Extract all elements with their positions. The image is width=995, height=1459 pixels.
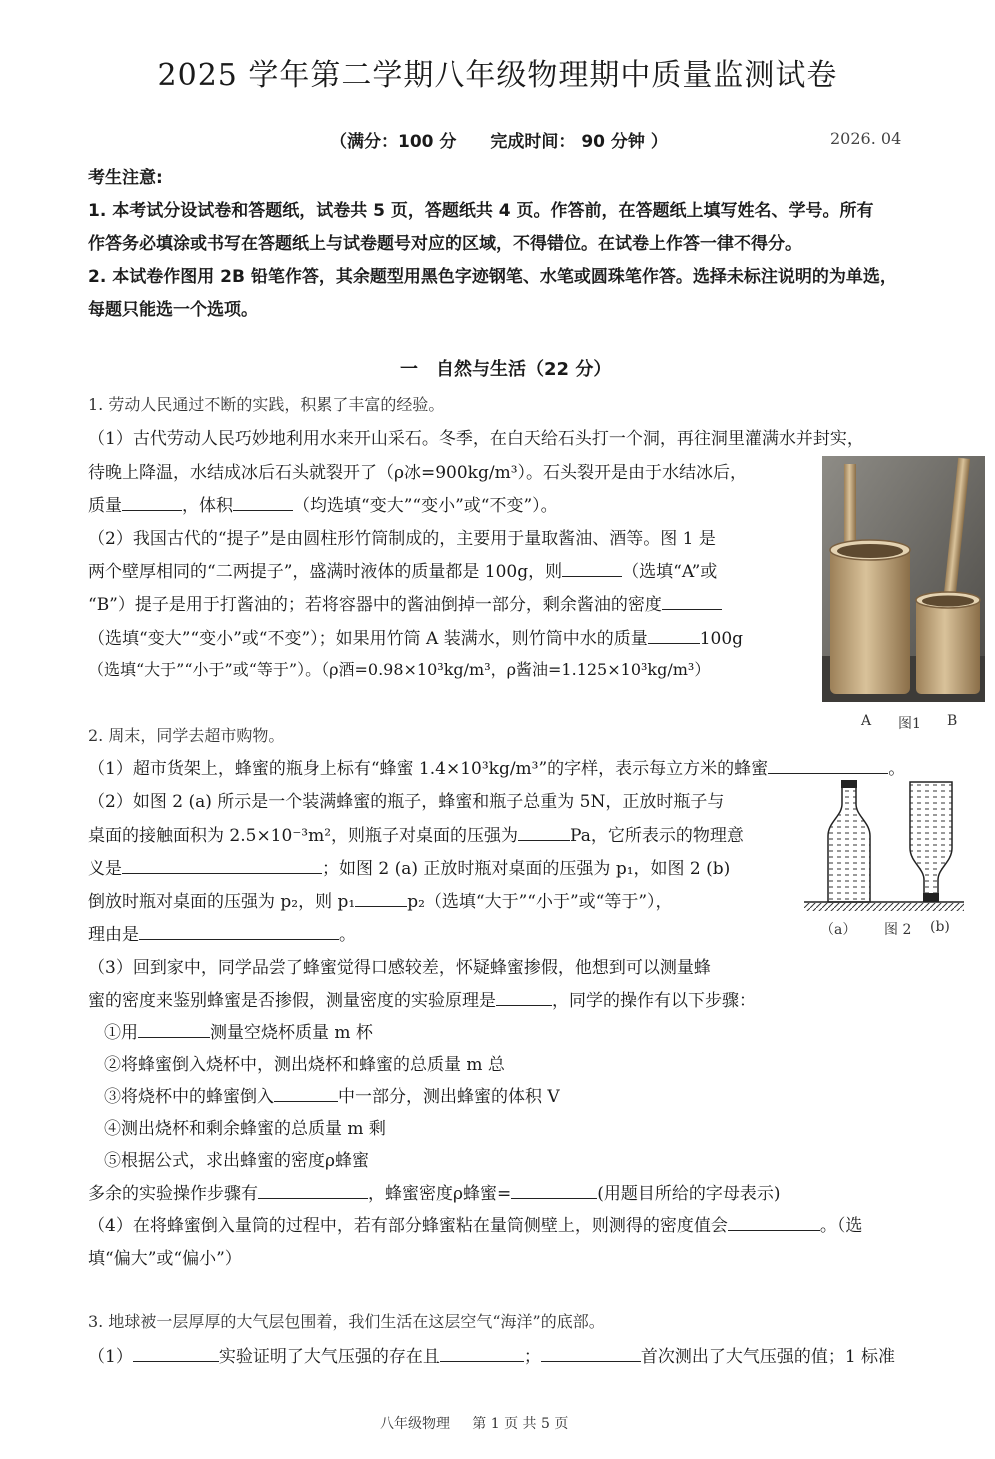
answer-blank[interactable] (139, 925, 339, 940)
q3-text-line (88, 1342, 895, 1367)
step-text: ③将烧杯中的蜂蜜倒入 (104, 1087, 274, 1107)
q2-step (104, 1018, 373, 1043)
q1-text: 两个壁厚相同的“二两提子”，盛满时液体的质量都是 100g，则 (88, 562, 563, 582)
answer-blank[interactable] (648, 629, 700, 644)
q3-text: ； (523, 1347, 541, 1367)
answer-blank[interactable] (511, 1184, 597, 1199)
q2-text: 桌面的接触面积为 2.5×10⁻³m²，则瓶子对桌面的压强为 (88, 826, 519, 846)
q2-text: 蜜的密度来鉴别蜂蜜是否掺假，测量密度的实验原理是 (88, 991, 496, 1011)
notice-line: 2. 本试卷作图用 2B 铅笔作答，其余题型用黑色字迹钢笔、水笔或圆珠笔作答。选择未标注说明的为单选， (88, 267, 897, 287)
section-title: 一 自然与生活（22 分） (400, 359, 612, 380)
q2-text: 。 (888, 759, 906, 779)
q2-text-line (88, 1211, 862, 1236)
q2-text: ，同学的操作有以下步骤： (552, 991, 756, 1011)
q1-text: （选填“大于”“小于”或“等于”）。（ρ酒=0.98×10³kg/m³，ρ酱油=1.125×10³kg/m³） (88, 660, 711, 679)
q1-text: （均选填“变大”“变小”或“不变”）。 (293, 496, 558, 516)
q3-text: （1） (88, 1347, 133, 1367)
answer-blank[interactable] (274, 1087, 338, 1102)
step-text: 测量空烧杯质量 m 杯 (210, 1023, 373, 1043)
q2-text-line (88, 754, 905, 779)
exam-date: 2026. 04 (830, 129, 902, 148)
q2-text-line (88, 986, 756, 1011)
q1-text: 待晚上降温，水结成冰后石头就裂开了（ρ冰=900kg/m³）。石头裂开是由于水结冰后， (88, 463, 748, 483)
figure-2-caption: 图 2 (884, 922, 912, 938)
answer-blank[interactable] (728, 1216, 820, 1231)
figure-1-label-a: A (861, 713, 872, 729)
q1-text-line (88, 491, 558, 516)
notice-line: 作答务必填涂或书写在答题纸上与试卷题号对应的区域，不得错位。在试卷上作答一律不得分。 (88, 234, 802, 254)
q1-text-line (88, 557, 717, 582)
q2-text: ；如图 2 (a) 正放时瓶对桌面的压强为 p₁，如图 2 (b) (322, 859, 731, 879)
exam-info: （满分：100 分 完成时间： 90 分钟 ） (330, 132, 668, 152)
step-text: 中一部分，测出蜂蜜的体积 V (338, 1087, 560, 1107)
page-title: 2025 学年第二学期八年级物理期中质量监测试卷 (157, 58, 838, 93)
q2-step: ⑤根据公式，求出蜂蜜的密度ρ蜂蜜 (104, 1151, 369, 1171)
q1-text: （2）我国古代的“提子”是由圆柱形竹筒制成的，主要用于量取酱油、酒等。图 1 是 (88, 529, 716, 549)
question-1-intro: 1. 劳动人民通过不断的实践，积累了丰富的经验。 (88, 395, 445, 414)
q2-text: 。（选 (819, 1216, 863, 1236)
q2-text-line (88, 854, 730, 879)
answer-blank[interactable] (440, 1347, 524, 1362)
q2-text: 理由是 (88, 925, 139, 945)
q2-text: Pa，它所表示的物理意 (570, 826, 744, 846)
q2-text: （1）超市货架上，蜂蜜的瓶身上标有“蜂蜜 1.4×10³kg/m³”的字样，表示每立方米的蜂蜜 (88, 759, 769, 779)
figure-2-label-b: (b) (930, 919, 950, 935)
q1-text-line (88, 590, 722, 615)
q2-text-line (88, 887, 673, 912)
q2-text: （4）在将蜂蜜倒入量筒的过程中，若有部分蜂蜜粘在量筒侧壁上，则测得的密度值会 (88, 1216, 728, 1236)
figure-2-label-a: （a） (820, 922, 857, 938)
q1-text: （选填“A”或 (622, 562, 718, 582)
answer-blank[interactable] (496, 991, 552, 1006)
figure-1-caption: 图1 (898, 716, 921, 732)
q2-text: 多余的实验操作步骤有 (88, 1184, 258, 1204)
q2-text: 。 (339, 925, 356, 945)
q2-text: ，蜂蜜密度ρ蜂蜜= (368, 1184, 512, 1204)
answer-blank[interactable] (562, 562, 622, 577)
question-2-intro: 2. 周末，同学去超市购物。 (88, 726, 285, 745)
q1-text: ，体积 (182, 496, 233, 516)
q2-text: 义是 (88, 859, 122, 879)
notice-line: 1. 本考试分设试卷和答题纸，试卷共 5 页，答题纸共 4 页。作答前，在答题纸上填写姓名、学号。所有 (88, 201, 874, 221)
answer-blank[interactable] (768, 759, 888, 774)
footer-subject: 八年级物理 (380, 1416, 450, 1432)
q2-step: ②将蜂蜜倒入烧杯中，测出烧杯和蜂蜜的总质量 m 总 (104, 1055, 505, 1075)
q2-text: p₂（选填“大于”“小于”或“等于”）， (407, 892, 673, 912)
figure-1-label-b: B (947, 713, 958, 729)
answer-blank[interactable] (541, 1347, 641, 1362)
q2-text: （2）如图 2 (a) 所示是一个装满蜂蜜的瓶子，蜂蜜和瓶子总重为 5N，正放时瓶子与 (88, 792, 725, 812)
q2-text-line (88, 920, 356, 945)
answer-blank[interactable] (133, 1347, 219, 1362)
q3-text: 首次测出了大气压强的值；1 标准 (640, 1347, 896, 1367)
q2-text: 倒放时瓶对桌面的压强为 p₂，则 p₁ (88, 892, 356, 912)
answer-blank[interactable] (122, 496, 182, 511)
answer-blank[interactable] (122, 859, 322, 874)
figure-2-bottles (804, 776, 964, 912)
q1-text: （1）古代劳动人民巧妙地利用水来开山采石。冬季，在白天给石头打一个洞，再往洞里灌满水并封实， (88, 429, 864, 449)
answer-blank[interactable] (233, 496, 293, 511)
notice-line: 每题只能选一个选项。 (88, 300, 258, 320)
q2-step (104, 1082, 560, 1107)
step-text: ①用 (104, 1023, 138, 1043)
q1-text-line (88, 624, 743, 649)
q2-text: (用题目所给的字母表示) (597, 1184, 781, 1204)
q2-text-line (88, 821, 744, 846)
q2-step: ④测出烧杯和剩余蜂蜜的总质量 m 剩 (104, 1119, 386, 1139)
q1-text: “B”）提子是用于打酱油的；若将容器中的酱油倒掉一部分，剩余酱油的密度 (88, 595, 662, 615)
answer-blank[interactable] (355, 892, 407, 907)
q1-text: 质量 (88, 496, 122, 516)
q2-text: （3）回到家中，同学品尝了蜂蜜觉得口感较差，怀疑蜂蜜掺假，他想到可以测量蜂 (88, 958, 711, 978)
answer-blank[interactable] (138, 1023, 210, 1038)
figure-1-photo (822, 456, 985, 702)
answer-blank[interactable] (518, 826, 570, 841)
page-number: 第 1 页 共 5 页 (472, 1416, 569, 1432)
question-3-intro: 3. 地球被一层厚厚的大气层包围着，我们生活在这层空气“海洋”的底部。 (88, 1312, 605, 1331)
q1-text: （选填“变大”“变小”或“不变”）；如果用竹筒 A 装满水，则竹筒中水的质量 (88, 629, 648, 649)
answer-blank[interactable] (662, 595, 722, 610)
answer-blank[interactable] (258, 1184, 368, 1199)
page-footer (380, 1413, 568, 1433)
notice-heading: 考生注意: (88, 168, 163, 188)
q3-text: 实验证明了大气压强的存在且 (218, 1347, 440, 1367)
q2-text: 填“偏大”或“偏小”） (88, 1249, 242, 1269)
q2-text-line (88, 1179, 781, 1204)
q1-text: 100g (699, 629, 744, 649)
